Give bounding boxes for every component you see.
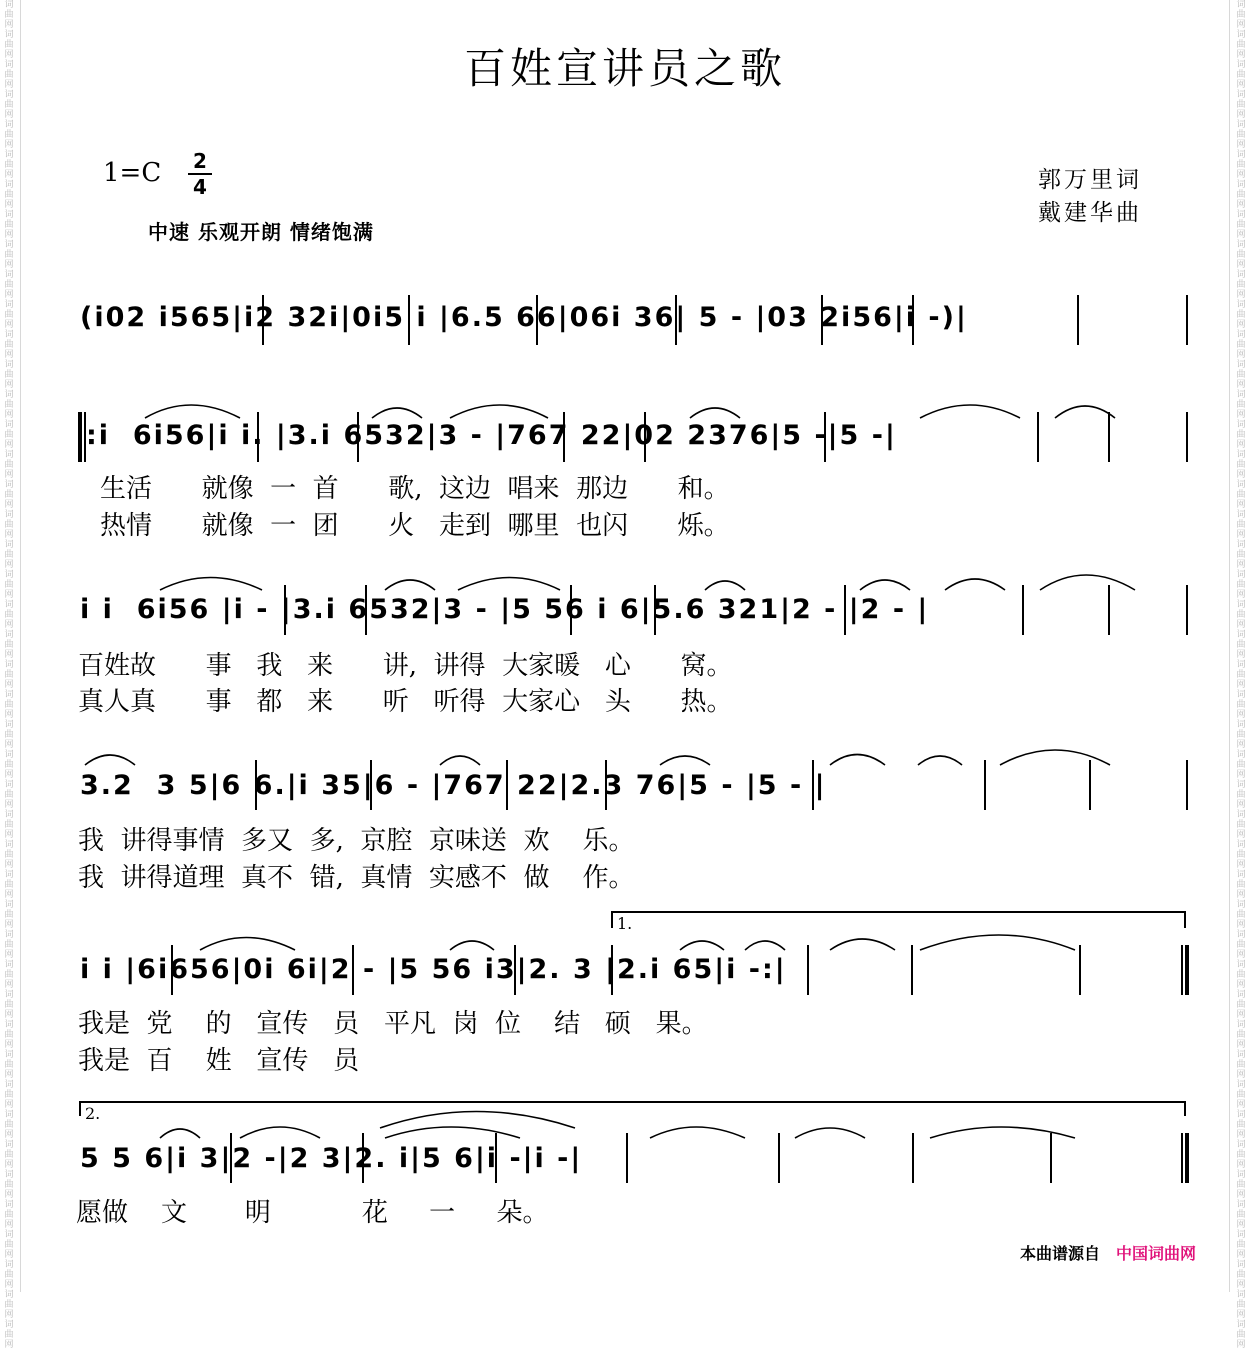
- side-watermark-right: 词曲网词曲网词曲网词曲网词曲网词曲网词曲网词曲网词曲网词曲网词曲网词曲网词曲网词曲网词曲网词曲网词曲网词曲网词曲网词曲网词曲网词曲网词曲网词曲网词曲网词曲网词曲网词曲网词曲网词曲网词曲网词曲网词曲网词曲网词曲网词曲网词曲网词曲网词曲网词曲网词曲网词曲网词曲网词曲网词曲网: [1236, 0, 1246, 1350]
- score-row-1-music: (i02 i565|i2 32i|0i5 i |6.5 66|06i 36| 5 - |03 2i56|i -)|: [80, 302, 968, 333]
- side-watermark-left: 词曲网词曲网词曲网词曲网词曲网词曲网词曲网词曲网词曲网词曲网词曲网词曲网词曲网词曲网词曲网词曲网词曲网词曲网词曲网词曲网词曲网词曲网词曲网词曲网词曲网词曲网词曲网词曲网词曲网词曲网词曲网词曲网词曲网词曲网词曲网词曲网词曲网词曲网词曲网词曲网词曲网词曲网词曲网词曲网词曲网: [4, 0, 14, 1350]
- song-title: 百姓宣讲员之歌: [463, 44, 786, 93]
- key-signature: 1=C: [103, 158, 162, 188]
- score-row-3-music: i i 6i56 |i - |3.i 6532|3 - |5 56 i 6|5.6 321|2 - |2 - |: [80, 594, 930, 625]
- score-row-2-lyrics-2: 热情 就像 一 团 火 走到 哪里 也闪 烁。: [100, 511, 730, 541]
- score-row-4-lyrics-2: 我 讲得道理 真不 错, 真情 实感不 做 作。: [78, 863, 635, 893]
- score-row-3-lyrics-1: 百姓故 事 我 来 讲, 讲得 大家暖 心 窝。: [78, 651, 733, 681]
- source-text: 本曲谱源自: [1020, 1244, 1101, 1263]
- lyricist: 郭万里词: [1038, 167, 1142, 193]
- composer: 戴建华曲: [1038, 200, 1142, 226]
- page-edge-left: [20, 0, 21, 1292]
- score-row-6-music: 5 5 6|i 3|2 -|2 3|2. i|5 6|i -|i -|: [80, 1143, 583, 1174]
- time-signature: [188, 150, 212, 198]
- source-footer: [1020, 1241, 1196, 1264]
- volta-2-label: 2.: [85, 1104, 101, 1123]
- score-row-5-music: i i |6i656|0i 6i|2 - |5 56 i3|2. 3 |2.i 65|i -:|: [80, 954, 787, 985]
- score-row-3-lyrics-2: 真人真 事 都 来 听 听得 大家心 头 热。: [78, 687, 733, 717]
- page-edge-right: [1229, 0, 1230, 1292]
- score-row-4-lyrics-1: 我 讲得事情 多又 多, 京腔 京味送 欢 乐。: [78, 826, 635, 856]
- tempo-marking: 中速 乐观开朗 情绪饱满: [148, 220, 374, 244]
- score-row-2-lyrics-1: 生活 就像 一 首 歌, 这边 唱来 那边 和。: [100, 474, 730, 504]
- score-row-6-lyrics-1: 愿做 文 明 花 一 朵。: [76, 1198, 549, 1228]
- score-row-4-music: 3.2 3 5|6 6.|i 35|6 - |767 22|2.3 76|5 - |5 - |: [80, 770, 827, 801]
- credits: [1038, 164, 1142, 230]
- score-row-5-lyrics-1: 我是 党 的 宣传 员 平凡 岗 位 结 硕 果。: [78, 1009, 708, 1039]
- volta-1-label: 1.: [617, 914, 633, 933]
- time-signature-top: 2: [193, 149, 207, 173]
- time-signature-bottom: 4: [193, 175, 207, 199]
- score-row-2-music: :i 6i56|i i. |3.i 6532|3 - |767 22|02 2376|5 -|5 -|: [86, 420, 897, 451]
- site-brand[interactable]: 中国词曲网: [1116, 1244, 1197, 1263]
- score-row-5-lyrics-2: 我是 百 姓 宣传 员: [78, 1046, 360, 1076]
